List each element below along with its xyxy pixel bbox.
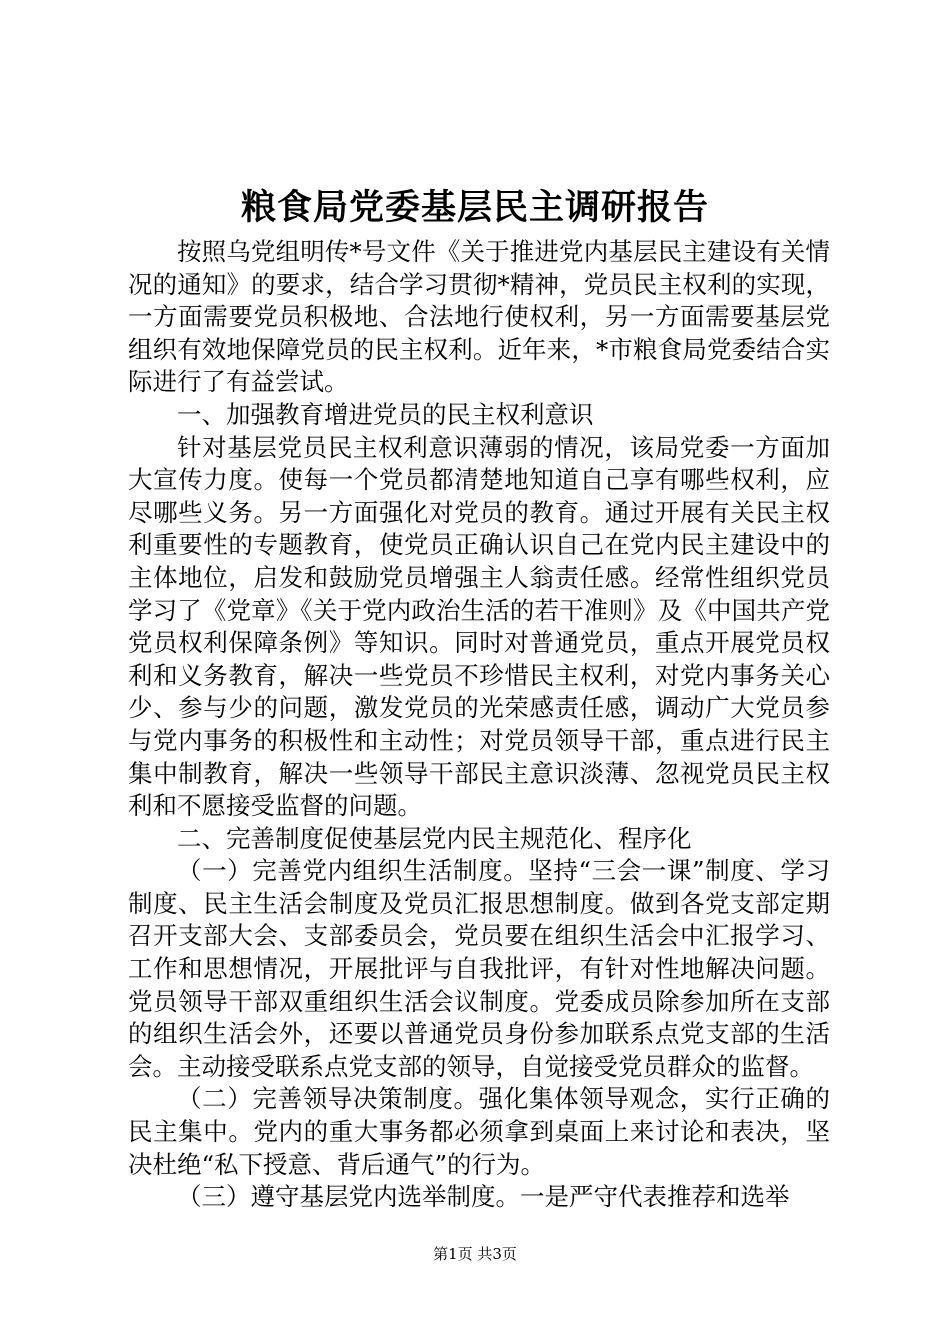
section-heading-1: 一、加强教育增进党员的民主权利意识 xyxy=(177,399,594,429)
paragraph-subsection-3: （三）遵守基层党内选举制度。一是严守代表推荐和选举 xyxy=(177,1182,790,1212)
paragraph-section-1: 针对基层党员民主权利意识薄弱的情况，该局党委一方面加大宣传力度。使每一个党员都清楚地知道自己享有哪些权利，应尽哪些义务。另一方面强化对党员的教育。通过开展有关民主权利重要性的专题教育，使党员正确认识自己在党内民主建设中的主体地位，启发和鼓励党员增强主人翁责任感。经常性组织党员学习了《党章》《关于党内政治生活的若干准则》及《中国共产党党员权利保障条例》等知识。同时对普通党员，重点开展党员权利和义务教育，解决一些党员不珍惜民主权利，对党内事务关心少、参与少的问题，激发党员的光荣感责任感，调动广大党员参与党内事务的积极性和主动性；对党员领导干部，重点进行民主集中制教育，解决一些领导干部民主意识淡薄、忽视党员民主权利和不愿接受监督的问题。 xyxy=(128,432,830,821)
document-body xyxy=(128,236,830,1214)
paragraph-subsection-1: （一）完善党内组织生活制度。坚持“三会一课”制度、学习制度、民主生活会制度及党员汇报思想制度。做到各党支部定期召开支部大会、支部委员会，党员要在组织生活会中汇报学习、工作和思想情况，开展批评与自我批评，有针对性地解决问题。党员领导干部双重组织生活会议制度。党委成员除参加所在支部的组织生活会外，还要以普通党员身份参加联系点党支部的生活会。主动接受联系点党支部的领导，自觉接受党员群众的监督。 xyxy=(128,856,830,1081)
paragraph-subsection-2: （二）完善领导决策制度。强化集体领导观念，实行正确的民主集中。党内的重大事务都必须拿到桌面上来讨论和表决，坚决杜绝“私下授意、背后通气”的行为。 xyxy=(128,1084,830,1179)
paragraph-intro: 按照乌党组明传*号文件《关于推进党内基层民主建设有关情况的通知》的要求，结合学习贯彻*精神，党员民主权利的实现，一方面需要党员积极地、合法地行使权利，另一方面需要基层党组织有效地保障党员的民主权利。近年来，*市粮食局党委结合实际进行了有益尝试。 xyxy=(128,237,830,397)
document-title: 粮食局党委基层民主调研报告 xyxy=(240,188,709,228)
section-heading-2: 二、完善制度促使基层党内民主规范化、程序化 xyxy=(177,823,692,853)
page-number-footer: 第1页 共3页 xyxy=(433,1245,517,1263)
